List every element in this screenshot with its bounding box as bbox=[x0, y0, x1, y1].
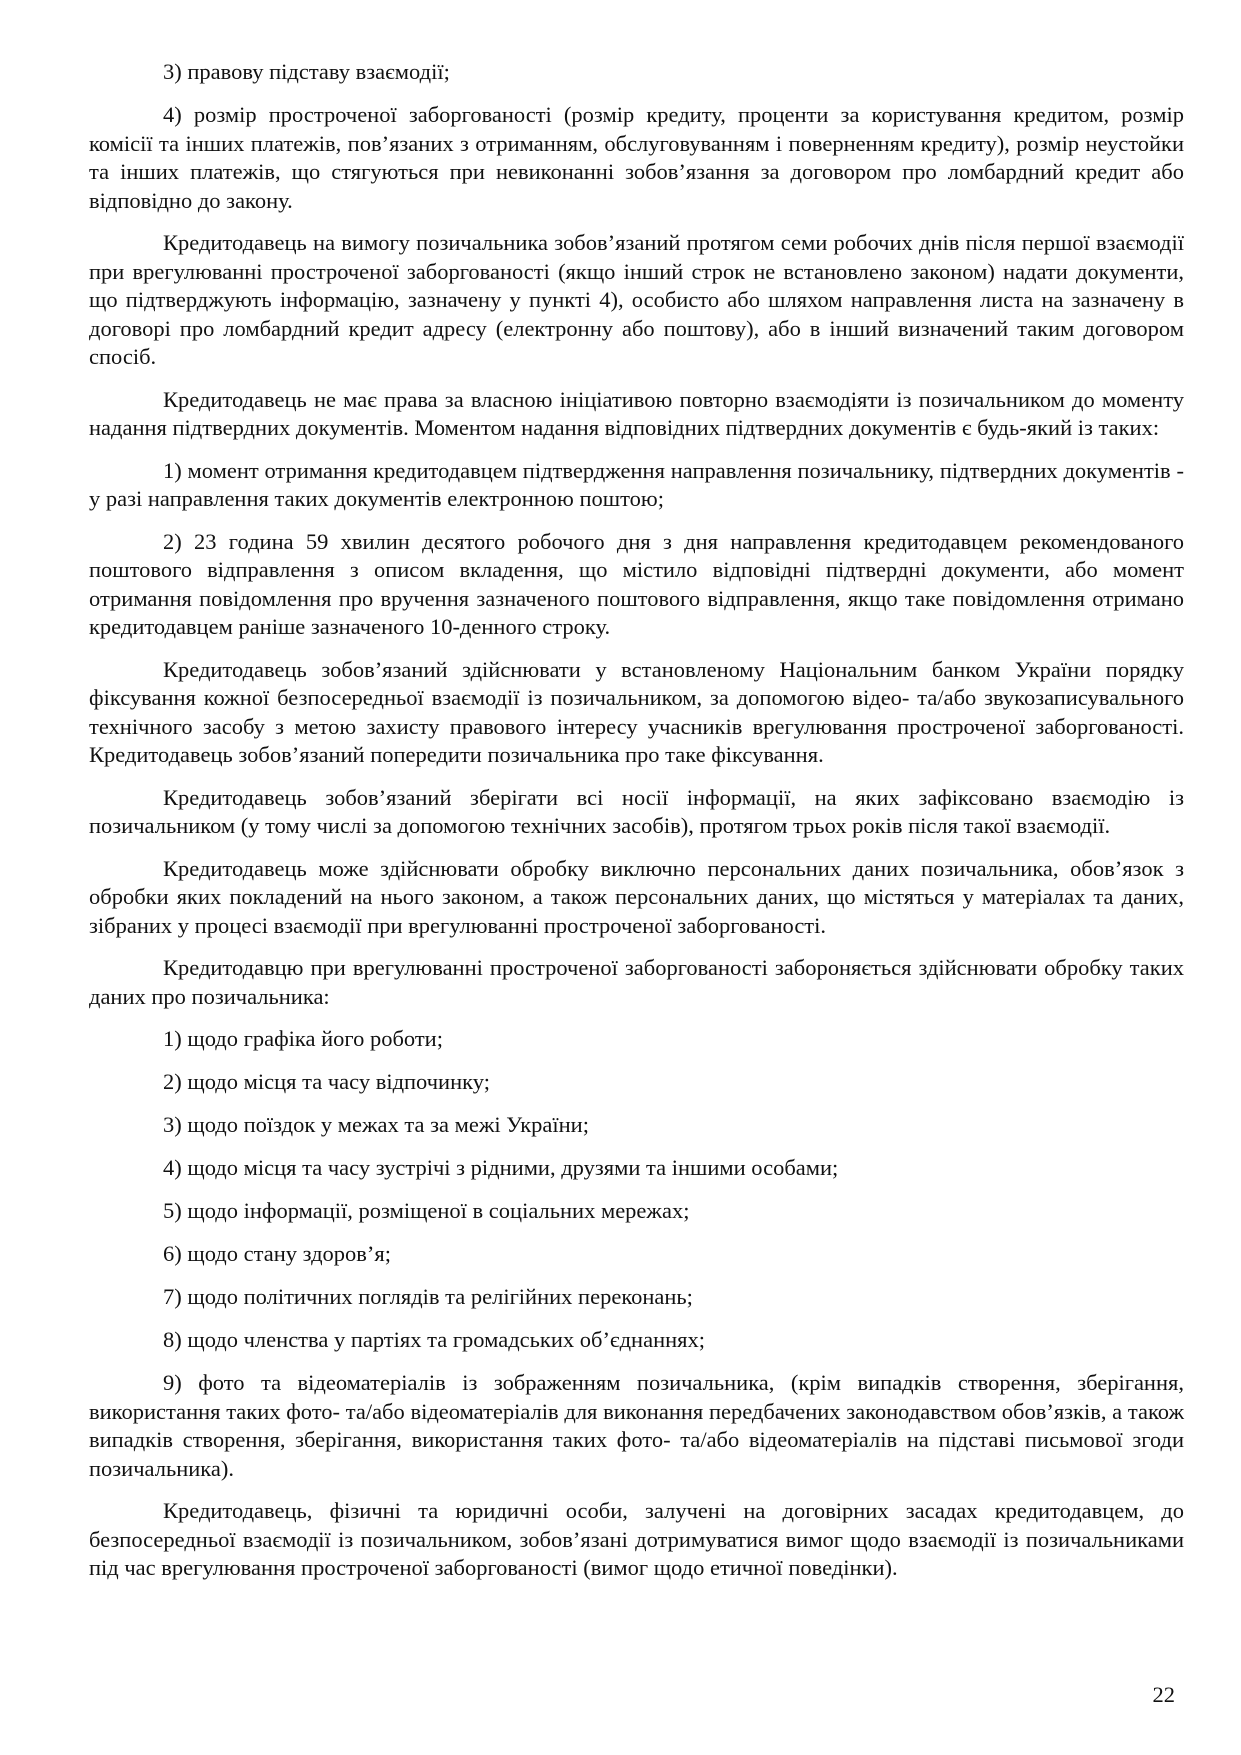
prohibited-item-9: 9) фото та відеоматеріалів із зображенням позичальника, (крім випадків створення, зберігання, використання таких фото- та/або відеоматеріалів для виконання передбачених законодавством обов’язків, а також випадків створення, зберігання, використання таких фото- та/або відеоматеріалів на підставі письмової згоди позичальника). bbox=[89, 1370, 1184, 1481]
clause-item-3: 3) правову підставу взаємодії; bbox=[163, 59, 450, 84]
prohibited-item-4: 4) щодо місця та часу зустрічі з рідними, друзями та іншими особами; bbox=[163, 1155, 839, 1180]
paragraph-recording: Кредитодавець зобов’язаний здійснювати у встановленому Національним банком України порядку фіксування кожної безпосередньої взаємодії із позичальником, за допомогою відео- та/або звукозаписувального технічного засобу з метою захисту правового інтересу учасників врегулювання простроченої заборгованості. Кредитодавець зобов’язаний попередити позичальника про таке фіксування. bbox=[89, 656, 1184, 767]
clause-item-4: 4) розмір простроченої заборгованості (розмір кредиту, проценти за користування кредитом, розмір комісії та інших платежів, пов’язаних з отриманням, обслуговуванням і поверненням кредиту), розмір неустойки та інших платежів, що стягуються при невиконанні зобов’язання за договором про ломбардний кредит або відповідно до закону. bbox=[89, 102, 1184, 213]
prohibited-item-2: 2) щодо місця та часу відпочинку; bbox=[163, 1069, 490, 1094]
prohibited-item-7: 7) щодо політичних поглядів та релігійних переконань; bbox=[163, 1284, 693, 1309]
paragraph-document-request: Кредитодавець на вимогу позичальника зобов’язаний протягом семи робочих днів після першої взаємодії при врегулюванні простроченої заборгованості (якщо інший строк не встановлено законом) надати документи, що підтверджують інформацію, зазначену у пункті 4), особисто або шляхом направлення листа на зазначену в договорі про ломбардний кредит адресу (електронну або поштову), або в інший визначений таким договором спосіб. bbox=[89, 230, 1184, 369]
page-number: 22 bbox=[1152, 1682, 1175, 1707]
moment-item-2: 2) 23 година 59 хвилин десятого робочого дня з дня направлення кредитодавцем рекомендованого поштового відправлення з описом вкладення, що містило відповідні підтвердні документи, або момент отримання повідомлення про вручення зазначеного поштового відправлення, якщо таке повідомлення отримано кредитодавцем раніше зазначеного 10-денного строку. bbox=[89, 528, 1184, 639]
prohibited-item-5: 5) щодо інформації, розміщеної в соціальних мережах; bbox=[163, 1198, 690, 1223]
paragraph-repeat-interaction: Кредитодавець не має права за власною ініціативою повторно взаємодіяти із позичальником до моменту надання підтвердних документів. Моментом надання відповідних підтвердних документів є будь-який із таких: bbox=[89, 386, 1184, 440]
paragraph-storage: Кредитодавець зобов’язаний зберігати всі носії інформації, на яких зафіксовано взаємодію із позичальником (у тому числі за допомогою технічних засобів), протягом трьох років після такої взаємодії. bbox=[89, 784, 1184, 838]
prohibited-item-3: 3) щодо поїздок у межах та за межі України; bbox=[163, 1112, 589, 1137]
paragraph-prohibition: Кредитодавцю при врегулюванні простроченої заборгованості забороняється здійснювати обробку таких даних про позичальника: bbox=[89, 955, 1184, 1009]
paragraph-closing: Кредитодавець, фізичні та юридичні особи, залучені на договірних засадах кредитодавцем, до безпосередньої взаємодії із позичальником, зобов’язані дотримуватися вимог щодо взаємодії із позичальниками під час врегулювання простроченої заборгованості (вимог щодо етичної поведінки). bbox=[89, 1498, 1184, 1580]
prohibited-item-6: 6) щодо стану здоров’я; bbox=[163, 1241, 392, 1266]
paragraph-data-processing: Кредитодавець може здійснювати обробку виключно персональних даних позичальника, обов’язок з обробки яких покладений на нього законом, а також персональних даних, що містяться у матеріалах та даних, зібраних у процесі взаємодії при врегулюванні простроченої заборгованості. bbox=[89, 855, 1184, 938]
prohibited-item-8: 8) щодо членства у партіях та громадських об’єднаннях; bbox=[163, 1327, 705, 1352]
prohibited-item-1: 1) щодо графіка його роботи; bbox=[163, 1026, 443, 1051]
document-page bbox=[89, 58, 1184, 1597]
moment-item-1: 1) момент отримання кредитодавцем підтвердження направлення позичальнику, підтвердних документів - у разі направлення таких документів електронною поштою; bbox=[89, 457, 1184, 511]
